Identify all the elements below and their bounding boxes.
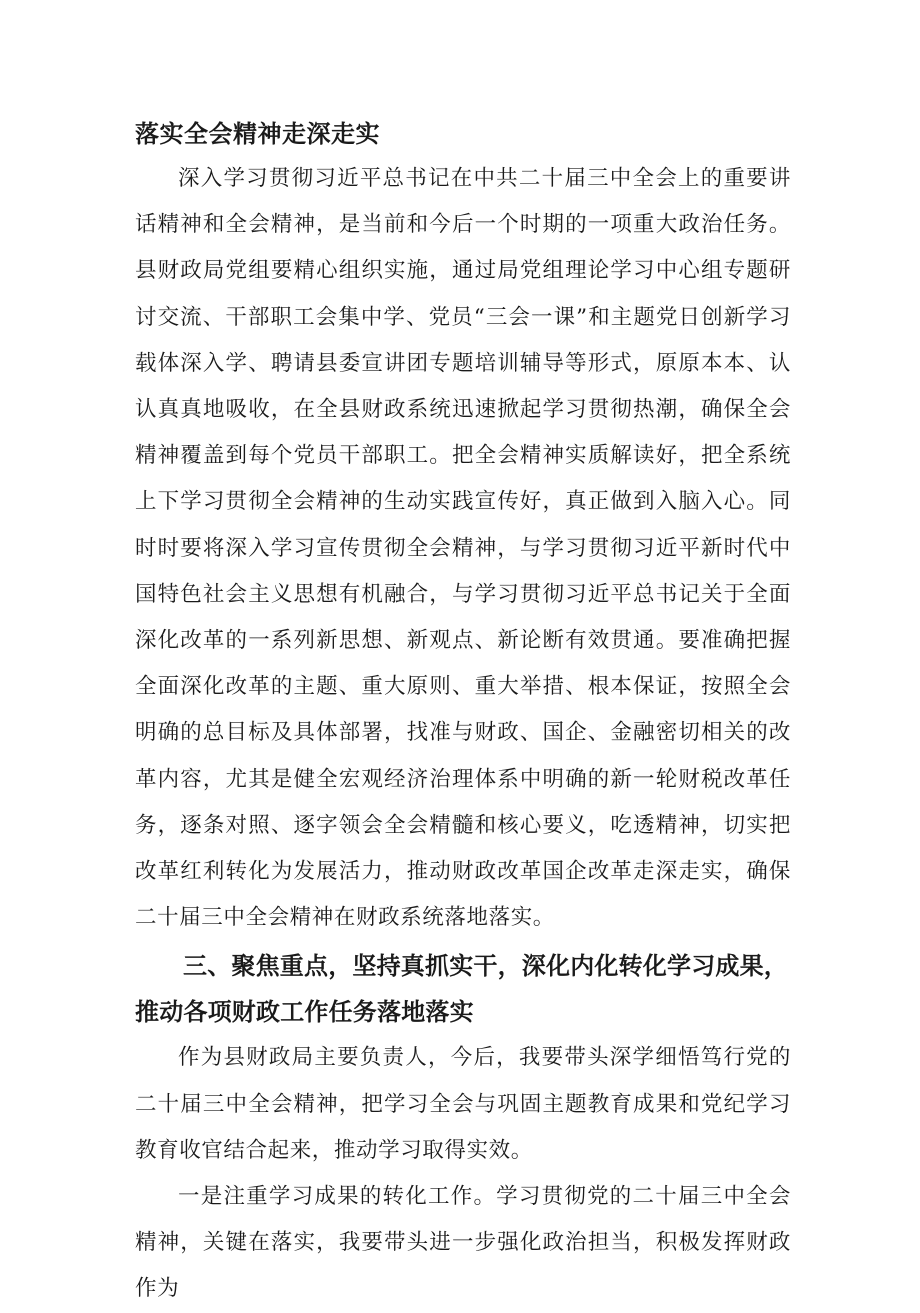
continued-heading: 落实全会精神走深走实	[135, 120, 380, 148]
paragraph-implementation: 深入学习贯彻习近平总书记在中共二十届三中全会上的重要讲话精神和全会精神，是当前和今后一个时期的一项重大政治任务。县财政局党组要精心组织实施，通过局党组理论学习中心组专题研讨交流、干部职工会集中学、党员“三会一课”和主题党日创新学习载体深入学、聘请县委宣讲团专题培训辅导等形式，原原本本、认认真真地吸收，在全县财政系统迅速掀起学习贯彻热潮，确保全会精神覆盖到每个党员干部职工。把全会精神实质解读好，把全系统上下学习贯彻全会精神的生动实践宣传好，真正做到入脑入心。同时时要将深入学习宣传贯彻全会精神，与学习贯彻习近平新时代中国特色社会主义思想有机融合，与学习贯彻习近平总书记关于全面深化改革的一系列新思想、新观点、新论断有效贯通。要准确把握全面深化改革的主题、重大原则、重大举措、根本保证，按照全会明确的总目标及具体部署，找准与财政、国企、金融密切相关的改革内容，尤其是健全宏观经济治理体系中明确的新一轮财税改革任务，逐条对照、逐字领会全会精髓和核心要义，吃透精神，切实把改革红利转化为发展活力，推动财政改革国企改革走深走实，确保二十届三中全会精神在财政系统落地落实。	[135, 166, 791, 931]
document-body	[135, 112, 791, 1313]
section-heading-three: 三、聚焦重点，坚持真抓实干，深化内化转化学习成果，推动各项财政工作任务落地落实	[135, 952, 788, 1027]
paragraph-responsibility: 作为县财政局主要负责人，今后，我要带头深学细悟笃行党的二十届三中全会精神，把学习全会与巩固主题教育成果和党纪学习教育收官结合起来，推动学习取得实效。	[135, 1045, 791, 1163]
paragraph-first-point: 一是注重学习成果的转化工作。学习贯彻党的二十届三中全会精神，关键在落实，我要带头进一步强化政治担当，积极发挥财政作为	[135, 1184, 791, 1302]
